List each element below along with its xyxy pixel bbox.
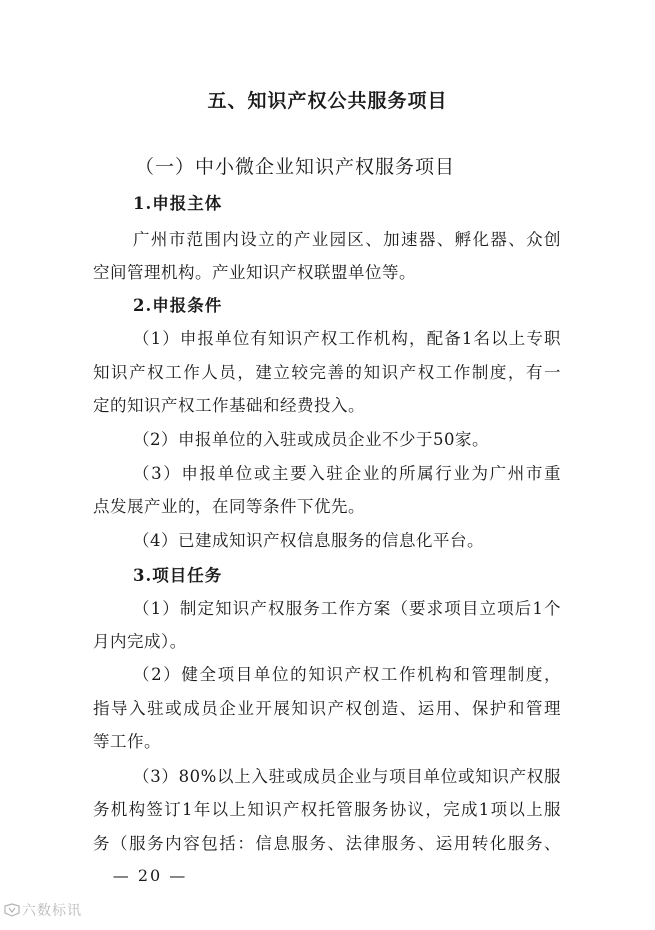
paragraph-line: 点发展产业的，在同等条件下优先。 (93, 497, 365, 516)
paragraph-line: 月内完成）。 (93, 632, 187, 651)
paragraph-line: 等工作。 (93, 732, 161, 751)
paragraph-line: （3）80%以上入驻或成员企业与项目单位或知识产权服 (133, 767, 561, 786)
heading-tasks: 3.项目任务 (133, 566, 223, 585)
page-number: — 20 — (112, 866, 188, 885)
paragraph-line: （3）申报单位或主要入驻企业的所属行业为广州市重 (133, 464, 561, 483)
paragraph-line: （1）申报单位有知识产权工作机构，配备1名以上专职 (133, 329, 561, 348)
paragraph-line: 广州市范围内设立的产业园区、加速器、孵化器、众创 (133, 230, 561, 249)
paragraph-line: 务（服务内容包括：信息服务、法律服务、运用转化服务、 (93, 834, 561, 853)
paragraph-line: （1）制定知识产权服务工作方案（要求项目立项后1个 (133, 599, 561, 618)
heading-conditions: 2.申报条件 (133, 296, 223, 315)
watermark-logo-icon (4, 903, 20, 917)
watermark-text: 六数标讯 (22, 903, 82, 919)
paragraph-line: （2）健全项目单位的知识产权工作机构和管理制度， (133, 665, 561, 684)
paragraph-line: 定的知识产权工作基础和经费投入。 (93, 396, 365, 415)
paragraph-line: （2）申报单位的入驻或成员企业不少于50家。 (133, 430, 489, 449)
paragraph-line: 务机构签订1年以上知识产权托管服务协议，完成1项以上服 (93, 800, 561, 819)
sub-title: （一）中小微企业知识产权服务项目 (135, 156, 456, 178)
paragraph-line: （4）已建成知识产权信息服务的信息化平台。 (133, 531, 484, 550)
paragraph-line: 空间管理机构。产业知识产权联盟单位等。 (93, 263, 416, 282)
watermark (4, 900, 82, 920)
paragraph-line: 知识产权工作人员，建立较完善的知识产权工作制度，有一 (93, 363, 561, 382)
heading-applicant: 1.申报主体 (133, 194, 223, 213)
section-title: 五、知识产权公共服务项目 (207, 90, 448, 112)
paragraph-line: 指导入驻或成员企业开展知识产权创造、运用、保护和管理 (93, 699, 561, 718)
